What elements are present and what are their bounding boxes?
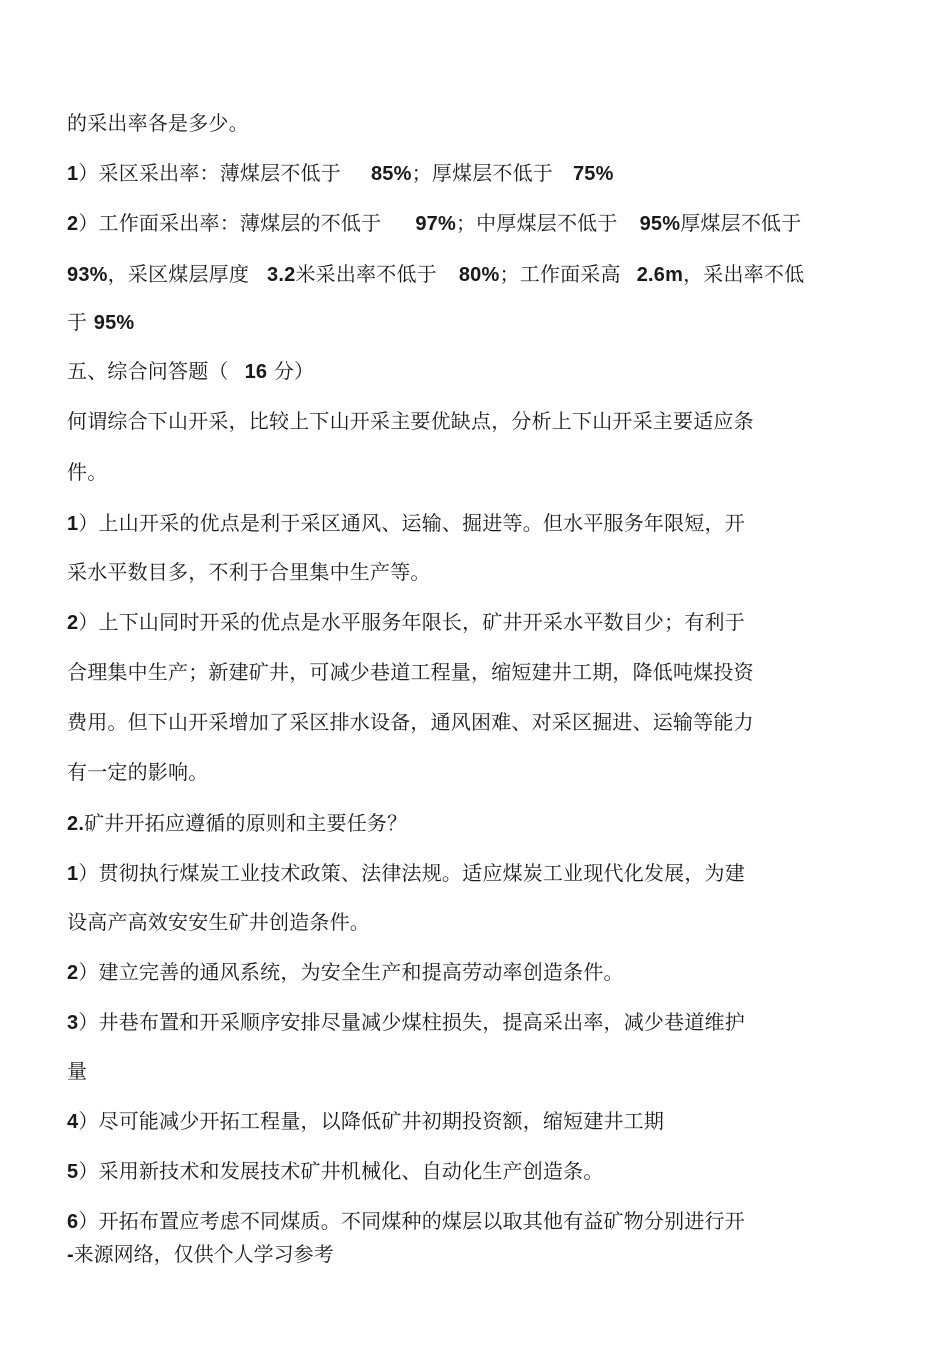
footer-note (67, 1241, 334, 1268)
text-line (67, 309, 134, 336)
text-segment: 何谓综合下山开采，比较上下山开采主要优缺点，分析上下山开采主要适应条 (67, 409, 754, 433)
text-line (67, 408, 754, 434)
text-line (67, 759, 208, 785)
text-line (67, 659, 754, 685)
text-bold-segment: 1 (67, 513, 79, 535)
text-bold-segment: 2. (67, 813, 85, 835)
text-line (67, 1058, 87, 1084)
text-bold-segment: 16 (244, 361, 268, 383)
text-segment: ）建立完善的通风系统，为安全生产和提高劳动率创造条件。 (78, 960, 624, 984)
text-line (67, 358, 314, 385)
text-line (67, 559, 431, 585)
text-segment: ，采出率不低 (683, 262, 805, 286)
footer-dash: - (67, 1244, 74, 1266)
text-bold-segment: 2 (67, 962, 79, 984)
text-line (67, 810, 407, 837)
text-segment: 厚煤层不低于 (680, 211, 802, 235)
text-line (67, 1009, 745, 1036)
text-segment: ；工作面采高 (499, 262, 621, 286)
text-line (67, 1208, 745, 1235)
text-segment: ）采用新技术和发展技术矿井机械化、自动化生产创造条。 (78, 1159, 604, 1183)
text-bold-segment: 3.2 (267, 264, 296, 286)
text-segment: 合理集中生产；新建矿井，可减少巷道工程量，缩短建井工期，降低吨煤投资 (67, 660, 754, 684)
text-line (67, 1108, 664, 1135)
text-bold-segment: 95% (93, 312, 135, 334)
text-segment: ）上下山同时开采的优点是水平服务年限长，矿井开采水平数目少；有利于 (78, 610, 745, 634)
text-bold-segment: 85% (370, 163, 412, 185)
text-line (67, 110, 249, 136)
text-line (67, 709, 754, 735)
text-line (67, 909, 370, 935)
text-line (67, 510, 745, 537)
text-segment: 的采出率各是多少。 (67, 111, 249, 135)
text-segment: 于 (67, 310, 94, 334)
text-segment: ）采区采出率：薄煤层不低于 (78, 161, 341, 185)
text-bold-segment: 75% (572, 163, 614, 185)
text-bold-segment: 2 (67, 213, 79, 235)
text-bold-segment: 2 (67, 612, 79, 634)
text-segment: 分） (267, 359, 315, 383)
text-bold-segment: 2.6m (636, 264, 684, 286)
text-segment: ）上山开采的优点是利于采区通风、运输、掘进等。但水平服务年限短，开 (78, 511, 745, 535)
text-segment: ；中厚煤层不低于 (455, 211, 618, 235)
text-line (67, 459, 107, 485)
footer-text: 来源网络，仅供个人学习参考 (73, 1242, 334, 1266)
text-bold-segment: 93% (67, 264, 108, 286)
text-bold-segment: 3 (67, 1012, 79, 1034)
text-segment: ）开拓布置应考虑不同煤质。不同煤种的煤层以取其他有益矿物分别进行开 (78, 1209, 745, 1233)
text-line (67, 860, 745, 887)
text-bold-segment: 80% (458, 264, 500, 286)
text-segment: ；厚煤层不低于 (411, 161, 553, 185)
text-bold-segment: 6 (67, 1211, 79, 1233)
text-segment: 量 (67, 1059, 88, 1083)
text-bold-segment: 1 (67, 163, 79, 185)
text-bold-segment: 97% (415, 213, 456, 235)
text-segment: 矿井开拓应遵循的原则和主要任务？ (84, 811, 408, 835)
text-segment: ）贯彻执行煤炭工业技术政策、法律法规。适应煤炭工业现代化发展，为建 (78, 861, 745, 885)
text-segment: ）尽可能减少开拓工程量，以降低矿井初期投资额，缩短建井工期 (78, 1109, 665, 1133)
text-segment: 设高产高效安安生矿井创造条件。 (67, 910, 370, 934)
text-segment: 有一定的影响。 (67, 760, 209, 784)
text-segment: ，采区煤层厚度 (107, 262, 250, 286)
text-line (67, 1158, 604, 1185)
text-bold-segment: 95% (639, 213, 681, 235)
text-line (67, 160, 614, 187)
text-segment: 五、综合问答题（ (67, 359, 229, 383)
text-segment: 费用。但下山开采增加了采区排水设备，通风困难、对采区掘进、运输等能力 (67, 710, 754, 734)
text-segment: ）工作面采出率：薄煤层的不低于 (78, 211, 382, 235)
text-line (67, 959, 624, 986)
text-segment: ）井巷布置和开采顺序安排尽量减少煤柱损失，提高采出率，减少巷道维护 (78, 1010, 745, 1034)
text-bold-segment: 4 (67, 1111, 79, 1133)
text-segment: 采水平数目多，不利于合里集中生产等。 (67, 560, 431, 584)
text-line (67, 210, 801, 237)
text-bold-segment: 1 (67, 863, 79, 885)
text-line (67, 609, 745, 636)
text-segment: 件。 (67, 460, 108, 484)
text-segment: 米采出率不低于 (295, 262, 437, 286)
text-bold-segment: 5 (67, 1161, 79, 1183)
text-line (67, 261, 804, 288)
